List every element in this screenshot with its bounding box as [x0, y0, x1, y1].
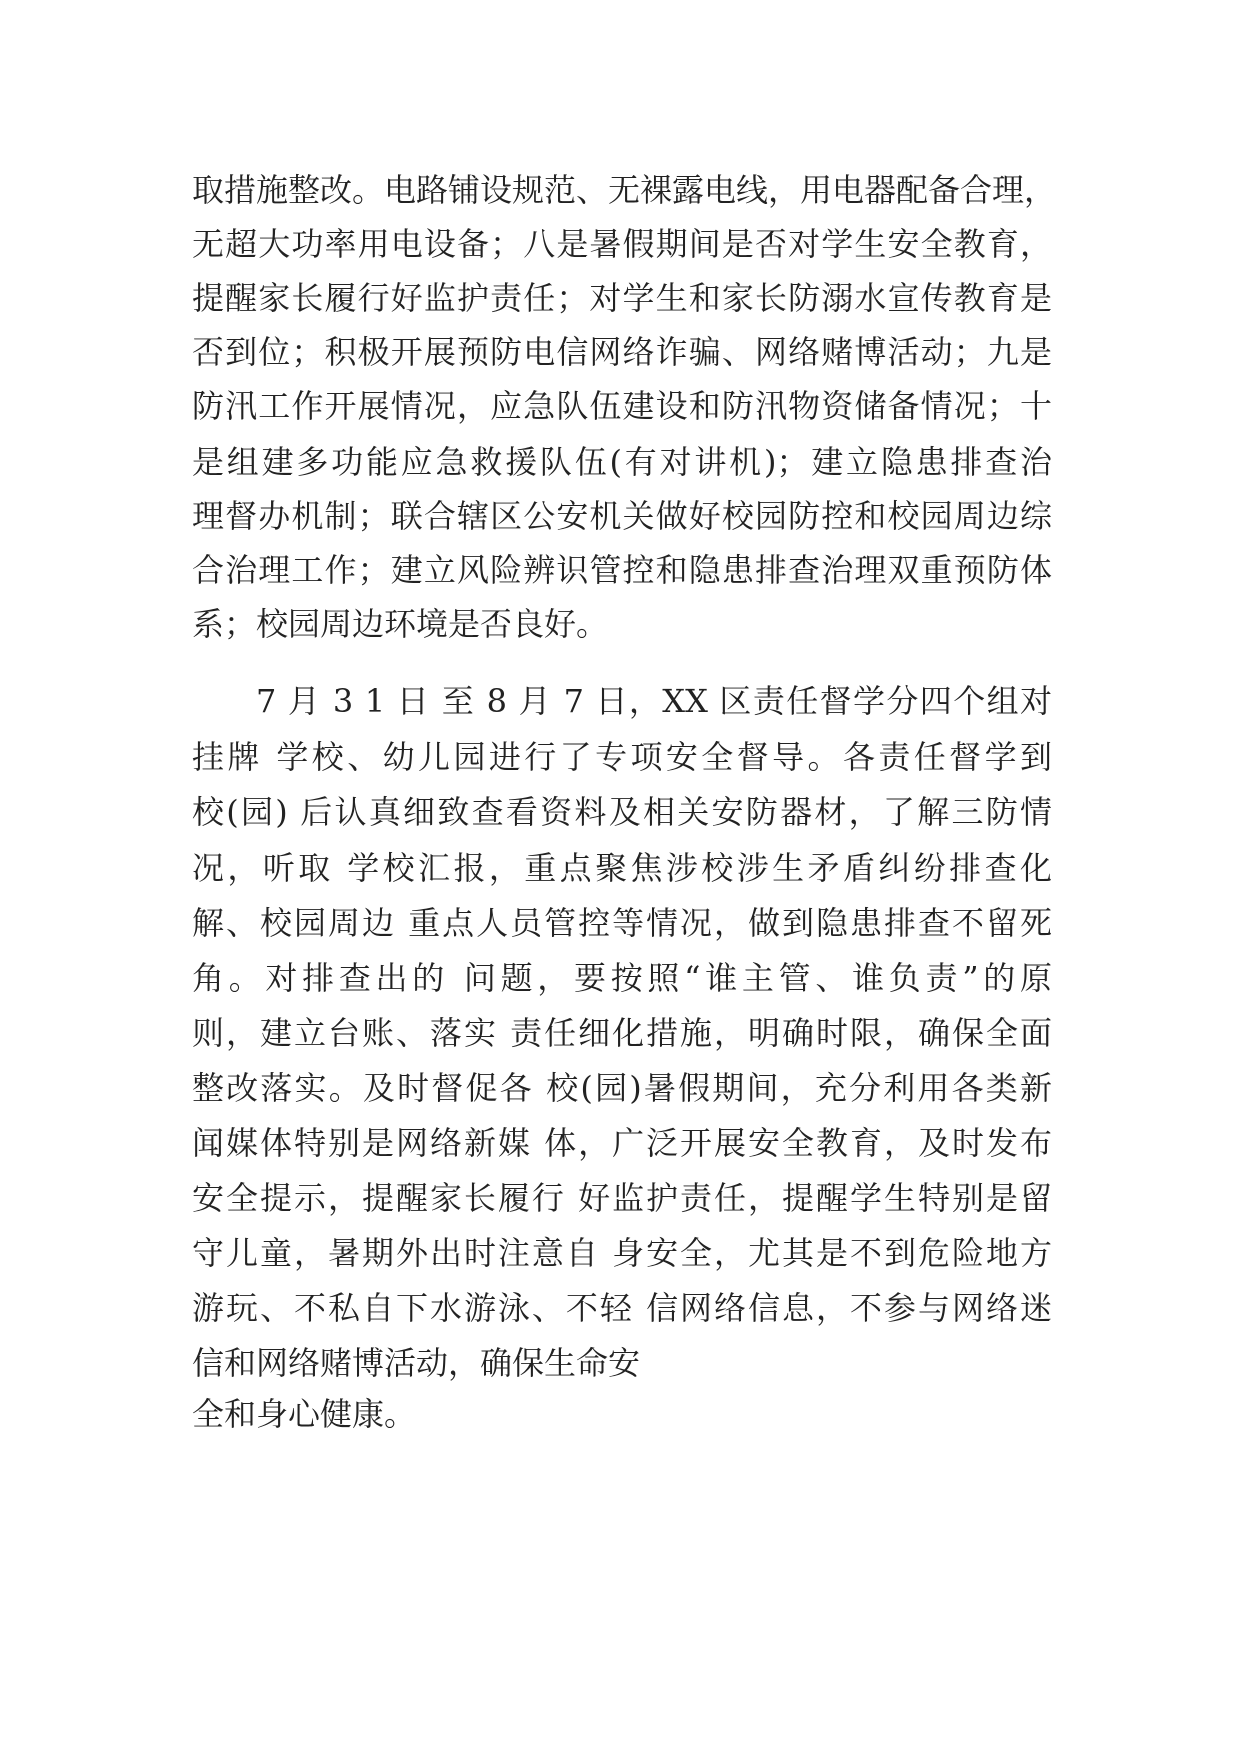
- paragraph-2-line: 游玩、不私自下水游泳、不轻 信网络信息，不参与网络迷: [192, 1289, 1052, 1327]
- paragraph-2-line: 安全提示，提醒家长履行 好监护责任，提醒学生特别是留: [192, 1179, 1052, 1217]
- paragraph-2-line: 角。对排查出的 问题，要按照“谁主管、谁负责”的原: [192, 959, 1052, 997]
- paragraph-2-line: 则，建立台账、落实 责任细化措施，明确时限，确保全面: [192, 1014, 1052, 1052]
- paragraph-2-line: 7 月 3 1 日 至 8 月 7 日，XX 区责任督学分四个组对: [256, 682, 1052, 720]
- paragraph-1-line: 提醒家长履行好监护责任；对学生和家长防溺水宣传教育是: [192, 279, 1052, 317]
- paragraph-2-line: 闻媒体特别是网络新媒 体，广泛开展安全教育，及时发布: [192, 1124, 1052, 1162]
- paragraph-2-line: 信和网络赌博活动，确保生命安: [192, 1344, 641, 1382]
- paragraph-1-line: 否到位；积极开展预防电信网络诈骗、网络赌博活动；九是: [192, 333, 1052, 371]
- paragraph-1-line: 无超大功率用电设备；八是暑假期间是否对学生安全教育，: [192, 225, 1052, 263]
- paragraph-2-line: 挂牌 学校、幼儿园进行了专项安全督导。各责任督学到: [192, 738, 1052, 776]
- paragraph-2-line: 全和身心健康。: [192, 1395, 417, 1433]
- paragraph-2-line: 况，听取 学校汇报，重点聚焦涉校涉生矛盾纠纷排查化: [192, 849, 1052, 887]
- paragraph-1-line: 合治理工作；建立风险辨识管控和隐患排查治理双重预防体: [192, 551, 1052, 589]
- paragraph-2-line: 整改落实。及时督促各 校(园)暑假期间，充分利用各类新: [192, 1069, 1052, 1107]
- paragraph-1-line: 理督办机制；联合辖区公安机关做好校园防控和校园周边综: [192, 497, 1052, 535]
- paragraph-2-line: 守儿童，暑期外出时注意自 身安全，尤其是不到危险地方: [192, 1234, 1052, 1272]
- paragraph-1-line: 防汛工作开展情况，应急队伍建设和防汛物资储备情况；十: [192, 387, 1052, 425]
- paragraph-2-line: 解、校园周边 重点人员管控等情况，做到隐患排查不留死: [192, 904, 1052, 942]
- paragraph-1-line: 是组建多功能应急救援队伍(有对讲机)；建立隐患排查治: [192, 443, 1052, 481]
- paragraph-1-line: 系；校园周边环境是否良好。: [192, 605, 609, 643]
- paragraph-2-line: 校(园) 后认真细致查看资料及相关安防器材，了解三防情: [192, 793, 1052, 831]
- paragraph-1-line: 取措施整改。电路铺设规范、无裸露电线，用电器配备合理，: [192, 171, 1057, 209]
